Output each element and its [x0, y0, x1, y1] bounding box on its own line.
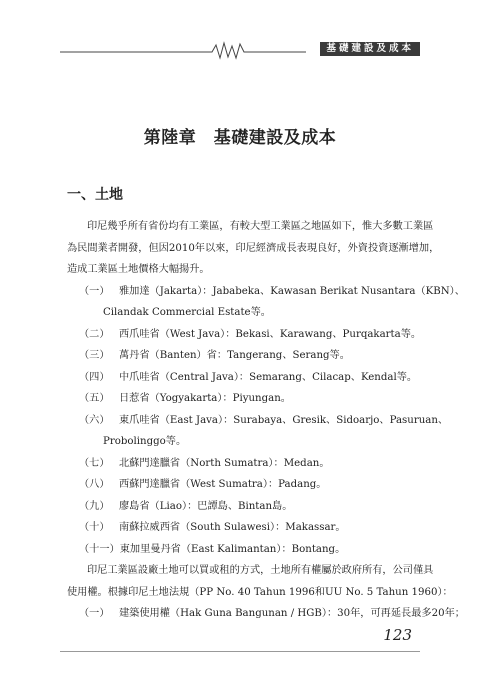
list-item-text: 東加里曼丹省（East Kalimantan）：Bontang。 [119, 543, 346, 555]
list-item-number: （九） [79, 500, 110, 512]
list-item [67, 517, 422, 539]
list-item [67, 281, 465, 303]
list-item-number: （二） [79, 328, 110, 340]
paragraph-line: 造成工業區土地價格大幅揚升。 [67, 264, 210, 275]
list-item-number: （五） [79, 393, 110, 404]
list-item-number: （四） [79, 371, 110, 383]
page-number: 123 [383, 626, 412, 644]
list-item [67, 410, 449, 432]
list-item-text: 東爪哇省（East Java）：Surabaya、Gresik、Sidoarjo、Pasuruan、 [119, 414, 449, 426]
list-item-number: （十一） [79, 543, 120, 555]
list-item [67, 345, 422, 367]
list-item-number: （三） [79, 350, 110, 361]
list-item [67, 388, 422, 410]
list-item-number: （六） [79, 414, 110, 426]
list-item-text: 北蘇門達臘省（North Sumatra）：Medan。 [119, 457, 330, 469]
list-item-text: 萬丹省（Banten）省：Tangerang、Serang等。 [119, 350, 350, 361]
list-item-text: 雅加達（Jakarta）：Jababeka、Kawasan Berikat Nusantara（KBN）、 [119, 285, 465, 297]
chapter-title: 第陸章 基礎建設及成本 [143, 128, 337, 148]
list-item-continuation: Cilandak Commercial Estate等。 [103, 307, 271, 318]
list-item [67, 453, 422, 475]
list-item-number: （一） [79, 608, 110, 619]
body-text [67, 216, 465, 625]
section-title: 一、土地 [67, 187, 123, 203]
list-item-text: 西蘇門達臘省（West Sumatra）：Padang。 [119, 479, 327, 490]
list-item-number: （十） [79, 522, 110, 533]
paragraph-line: 印尼工業區設廠土地可以買或租的方式，土地所有權屬於政府所有，公司僅具 [87, 565, 434, 576]
list-item-text: 日惹省（Yogyakarta）：Piyungan。 [119, 393, 291, 404]
list-item-number: （八） [79, 479, 110, 490]
list-item-text: 西爪哇省（West Java）：Bekasi、Karawang、Purqakarta等。 [119, 328, 422, 340]
paragraph-line: 使用權。根據印尼土地法規（PP No. 40 Tahun 1996和UU No. 5 Tahun 1960）： [67, 586, 453, 598]
list-item-number: （一） [79, 285, 110, 297]
list-item-number: （七） [79, 457, 110, 469]
list-item [67, 367, 422, 389]
list-item [67, 474, 422, 496]
list-item [67, 603, 465, 625]
list-item [67, 539, 422, 561]
header-title: 基礎建設及成本 [320, 42, 420, 56]
list-item-text: 建築使用權（Hak Guna Bangunan / HGB）：30年，可再延長最多20年； [119, 608, 465, 619]
footer-rule [60, 651, 420, 652]
running-header [60, 40, 420, 60]
list-item [67, 496, 422, 518]
list-item [67, 324, 422, 346]
paragraph-line: 為民間業者開發，但因2010年以來，印尼經濟成長表現良好，外資投資逐漸增加， [67, 242, 440, 254]
list-item-text: 南蘇拉威西省（South Sulawesi）：Makassar。 [119, 522, 346, 533]
paragraph-line: 印尼幾乎所有省份均有工業區，有較大型工業區之地區如下，惟大多數工業區 [87, 221, 434, 232]
list-item-continuation: Probolinggo等。 [103, 436, 187, 447]
list-item-text: 中爪哇省（Central Java）：Semarang、Cilacap、Kendal等。 [119, 371, 418, 383]
list-item-text: 廖島省（Liao）：巴譚島、Bintan島。 [119, 500, 293, 512]
